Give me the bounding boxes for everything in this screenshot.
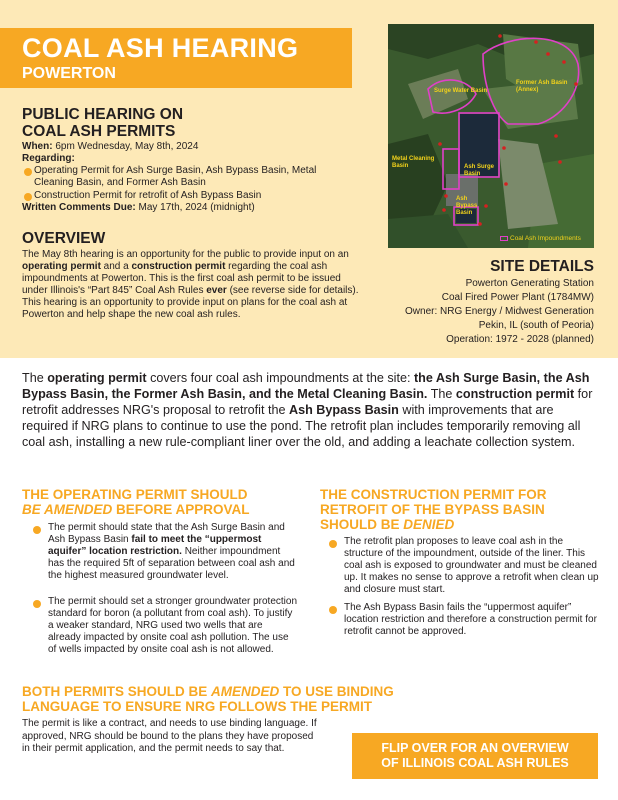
overview-title: OVERVIEW: [22, 230, 106, 247]
bullet-dot: [33, 526, 41, 534]
map-label: Ash Bypass Basin: [456, 196, 478, 216]
bullet-dot: [24, 168, 32, 176]
bullet-dot: [24, 193, 32, 201]
page-title: COAL ASH HEARING: [22, 33, 299, 63]
construction-bullet: The Ash Bypass Basin fails the “uppermost aquifer” location restriction and therefore a construction permit for retrofit cannot be approved.: [344, 602, 597, 637]
construction-permit-heading: THE CONSTRUCTION PERMIT FOR RETROFIT OF THE BYPASS BASIN SHOULD BE DENIED: [320, 487, 547, 532]
bullet-dot: [329, 540, 337, 548]
comments-due: Written Comments Due: May 17th, 2024 (midnight): [22, 202, 255, 213]
overview-body: The May 8th hearing is an opportunity for the public to provide input on an operating permit and a construction permit regarding the coal ash impoundments at Powerton. This is the first coal ash permit to be issued under Illinois's “Part 845” Coal Ash Rules ever (see reverse side for details). This hearing is an opportunity to provide input on plans for the coal ash at Powerton and help shape the new coal ash rules.: [22, 249, 359, 320]
both-permits-body: The permit is like a contract, and needs to use binding language. If approved, NRG should be bound to the plans they have proposed in their permit application, and the permit needs to say that.: [22, 718, 317, 754]
regarding-item: Operating Permit for Ash Surge Basin, Ash Bypass Basin, Metal Cleaning Basin, and Former Ash Basin: [34, 165, 317, 188]
hearing-regarding-label: Regarding:: [22, 153, 75, 164]
map-legend: Coal Ash Impoundments: [500, 235, 581, 242]
site-map: [388, 24, 594, 248]
both-permits-heading: BOTH PERMITS SHOULD BE AMENDED TO USE BINDING LANGUAGE TO ENSURE NRG FOLLOWS THE PERMIT: [22, 684, 394, 714]
map-label: Surge Water Basin: [434, 88, 488, 94]
map-label: Metal Cleaning Basin: [392, 156, 435, 169]
site-detail-line: Coal Fired Power Plant (1784MW): [441, 292, 594, 303]
construction-bullet: The retrofit plan proposes to leave coal ash in the structure of the impoundment, outside of the liner. This coal ash is exposed to groundwater and must be cleaned up. It makes no sense to approve a retrofit when clean up and closure must start.: [344, 536, 599, 595]
site-detail-line: Pekin, IL (south of Peoria): [478, 320, 594, 331]
site-detail-line: Owner: NRG Energy / Midwest Generation: [405, 306, 594, 317]
bullet-dot: [33, 600, 41, 608]
hearing-when: When: 6pm Wednesday, May 8th, 2024: [22, 141, 199, 152]
site-detail-line: Operation: 1972 - 2028 (planned): [446, 334, 594, 345]
regarding-item: Construction Permit for retrofit of Ash Bypass Basin: [34, 190, 262, 201]
hearing-title: PUBLIC HEARING ON COAL ASH PERMITS: [22, 106, 184, 140]
intro-paragraph: The operating permit covers four coal ash impoundments at the site: the Ash Surge Basin, the Ash Bypass Basin, the Former Ash Basin, and the Metal Cleaning Basin. The construction permit for retrofit addresses NRG's proposal to retrofit the Ash Bypass Basin with improvements that are required if NRG plans to continue to use the pond. The retrofit plan includes temporarily removing all coal ash, installing a new rule-compliant liner over the old, and adding a leachate collection system.: [22, 371, 593, 449]
page-subtitle: POWERTON: [22, 65, 116, 82]
map-label: Ash Surge Basin: [464, 164, 495, 177]
title-banner: [0, 28, 352, 88]
map-label: Former Ash Basin (Annex): [516, 80, 568, 93]
operating-permit-heading: THE OPERATING PERMIT SHOULD BE AMENDED BEFORE APPROVAL: [22, 487, 250, 517]
operating-bullet: The permit should state that the Ash Surge Basin and Ash Bypass Basin fail to meet the “uppermost aquifer” location restriction. Neither impoundment has the required 5ft of separation between coal ash and the highest measured groundwater level.: [48, 522, 295, 581]
bullet-dot: [329, 606, 337, 614]
flip-over-banner: FLIP OVER FOR AN OVERVIEW OF ILLINOIS COAL ASH RULES: [352, 733, 598, 779]
operating-bullet: The permit should set a stronger groundwater protection standard for boron (a pollutant from coal ash). To justify a weaker standard, NRG used two wells that are already impacted by onsite coal ash pollution. The use of wells impacted by onsite coal ash is not allowed.: [48, 596, 298, 655]
site-map-aerial: [388, 24, 594, 248]
site-details-title: SITE DETAILS: [490, 258, 594, 275]
site-detail-line: Powerton Generating Station: [465, 278, 594, 289]
